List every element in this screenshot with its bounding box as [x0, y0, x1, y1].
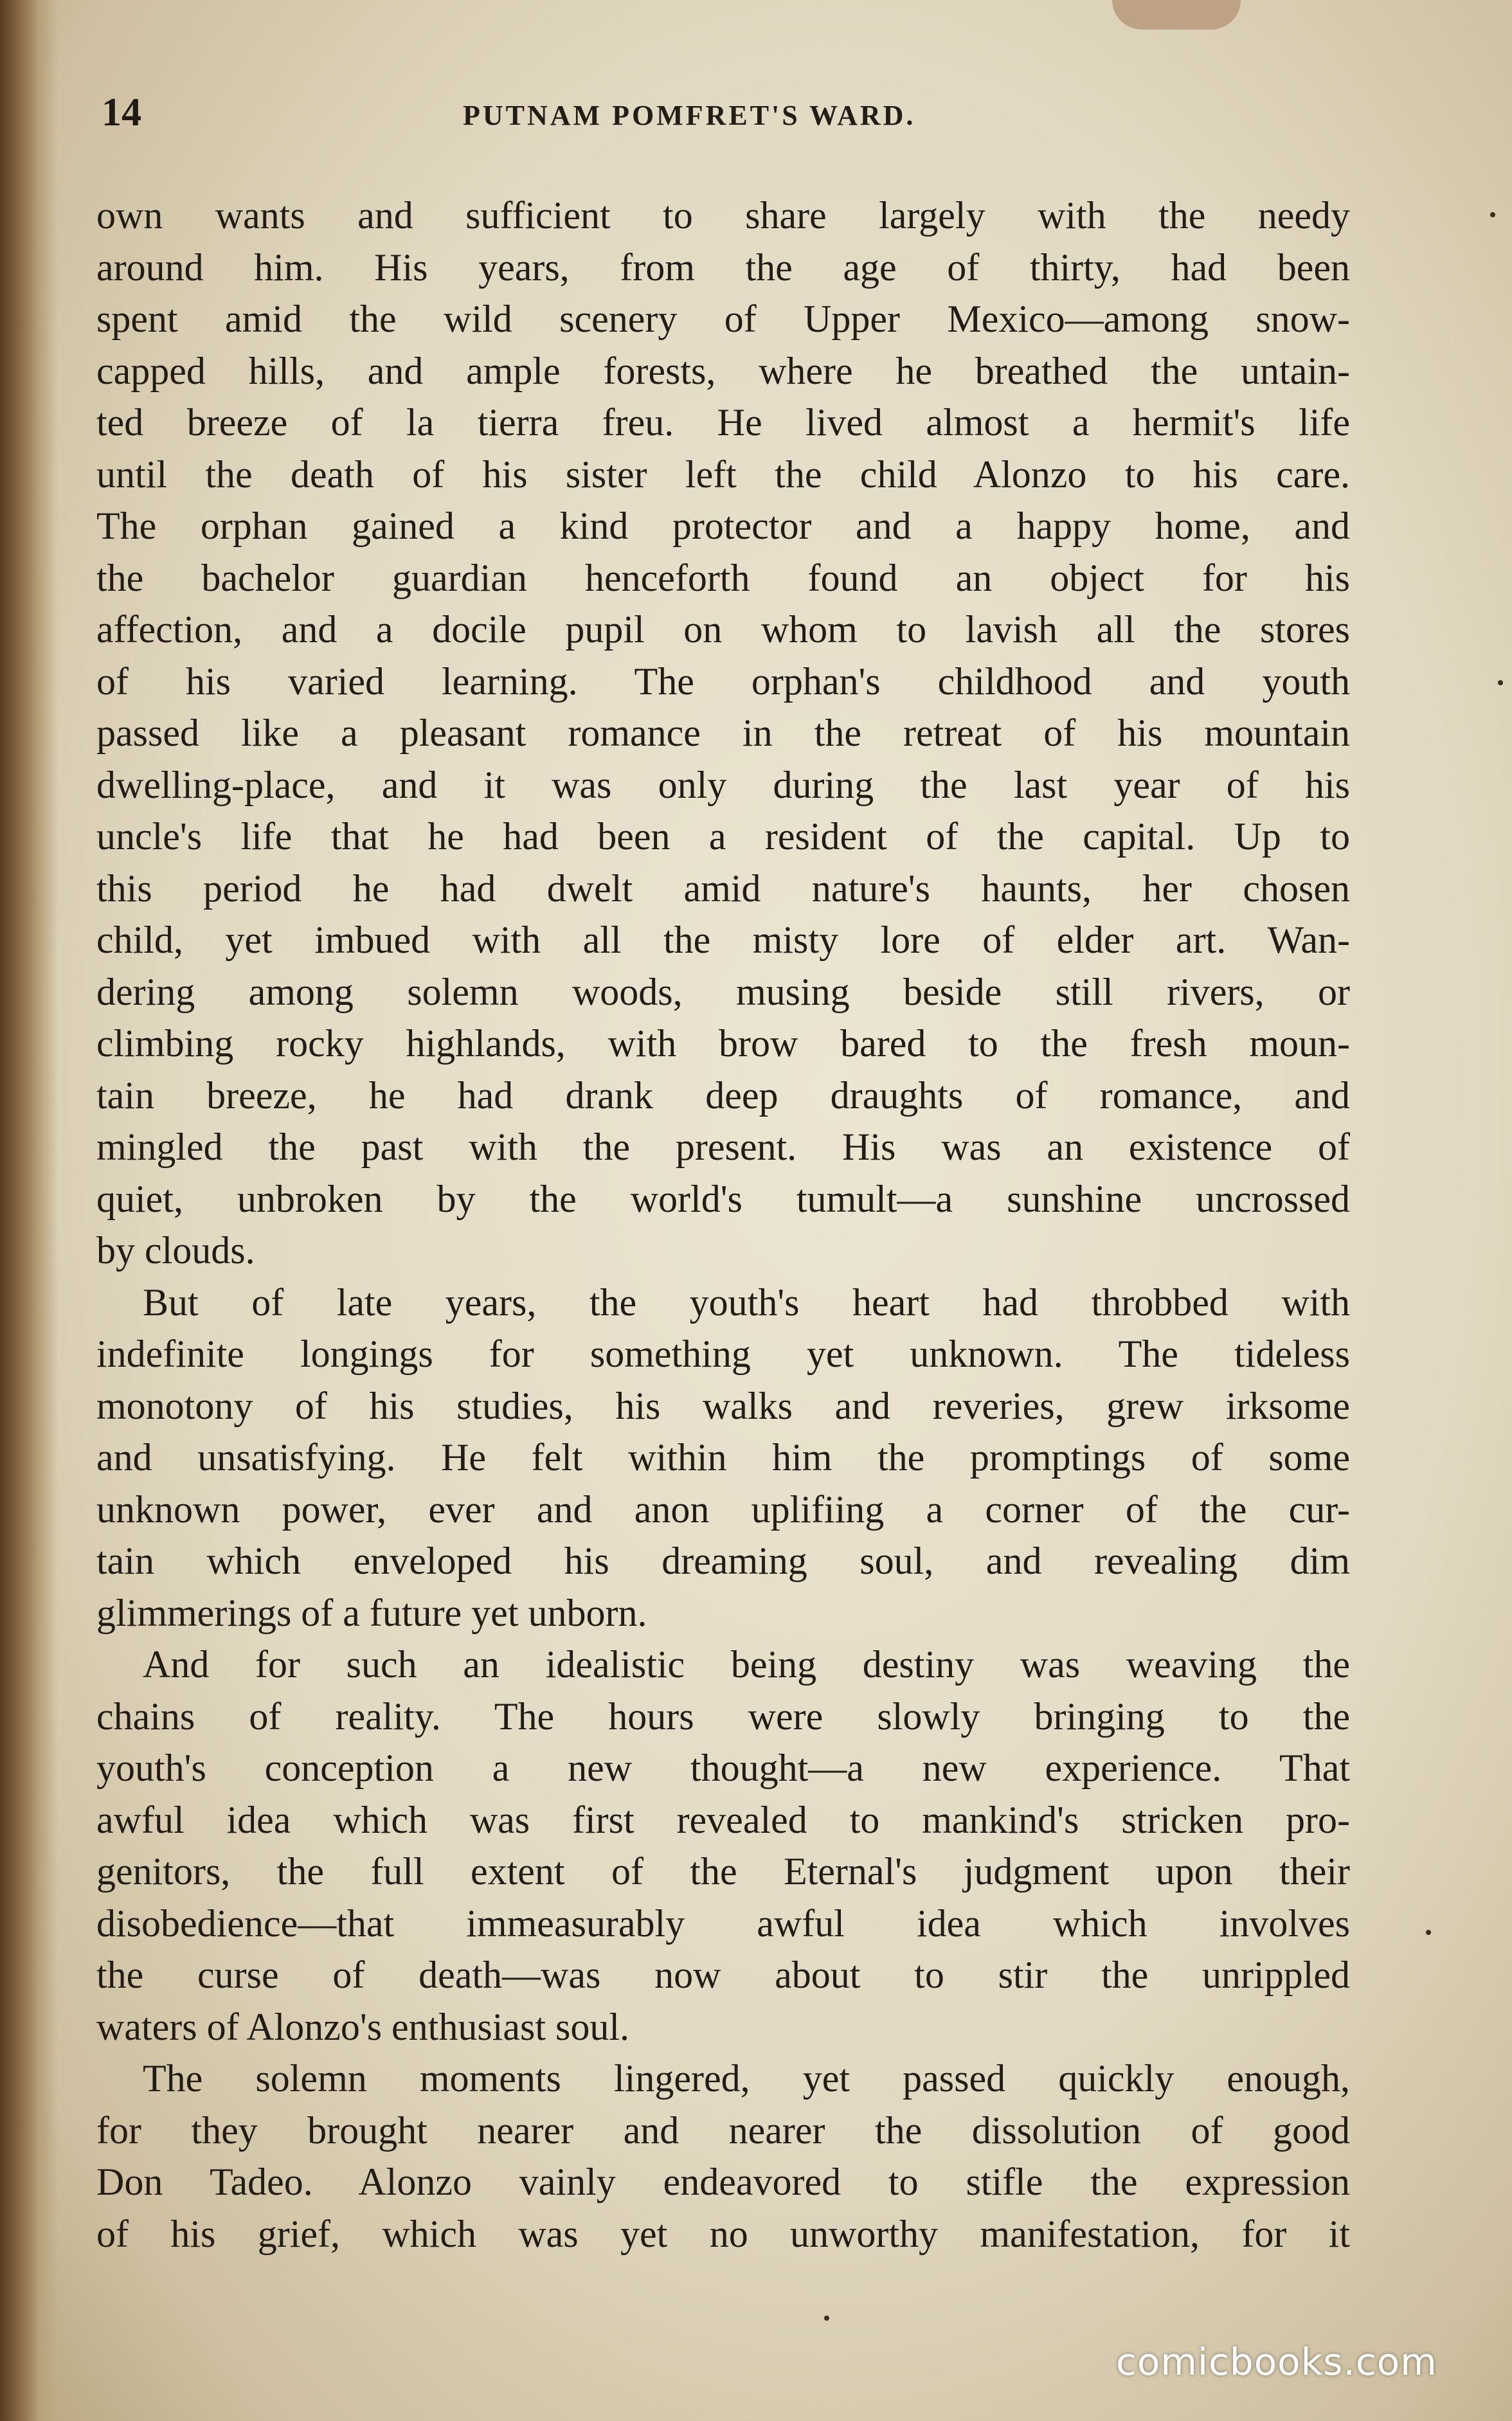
text-line: Don Tadeo. Alonzo vainly endeavored to stifle the expression	[96, 2161, 1350, 2203]
paper-speck	[824, 2316, 829, 2321]
text-line: of his grief, which was yet no unworthy manifestation, for it	[96, 2212, 1350, 2255]
page-spine-shadow	[0, 0, 58, 2421]
paper-speck	[1498, 680, 1503, 685]
paragraph-start-line: But of late years, the youth's heart had throbbed with	[143, 1281, 1350, 1324]
paragraph-start-line: And for such an idealistic being destiny was weaving the	[143, 1643, 1350, 1686]
text-line: quiet, unbroken by the world's tumult—a sunshine uncrossed	[96, 1177, 1350, 1220]
running-head	[96, 90, 1356, 148]
watermark: comicbooks.com	[1116, 2340, 1437, 2384]
text-line: mingled the past with the present. His was an existence of	[96, 1126, 1350, 1168]
paragraph-start-line: The solemn moments lingered, yet passed quickly enough,	[143, 2057, 1350, 2100]
text-line: youth's conception a new thought—a new experience. That	[96, 1747, 1350, 1789]
text-line: the curse of death—was now about to stir the unrippled	[96, 1954, 1350, 1996]
paper-speck	[1426, 1930, 1431, 1935]
text-line: ted breeze of la tierra freu. He lived almost a hermit's life	[96, 401, 1350, 444]
paragraph-end-line: waters of Alonzo's enthusiast soul.	[96, 2005, 630, 2048]
text-line: around him. His years, from the age of thirty, had been	[96, 246, 1350, 289]
text-line: of his varied learning. The orphan's childhood and youth	[96, 660, 1350, 703]
text-line: tain which enveloped his dreaming soul, and revealing dim	[96, 1540, 1350, 1582]
text-line: until the death of his sister left the child Alonzo to his care.	[96, 453, 1350, 496]
text-line: indefinite longings for something yet unknown. The tideless	[96, 1333, 1350, 1375]
paragraph-end-line: glimmerings of a future yet unborn.	[96, 1591, 647, 1634]
paper-speck	[1490, 212, 1495, 217]
text-line: and unsatisfying. He felt within him the promptings of some	[96, 1436, 1350, 1479]
text-line: chains of reality. The hours were slowly bringing to the	[96, 1695, 1350, 1738]
text-line: capped hills, and ample forests, where he breathed the untain-	[96, 349, 1350, 392]
page-number: 14	[102, 91, 141, 134]
text-line: monotony of his studies, his walks and reveries, grew irksome	[96, 1384, 1350, 1427]
text-line: awful idea which was first revealed to mankind's stricken pro-	[96, 1798, 1350, 1841]
running-title: PUTNAM POMFRET'S WARD.	[463, 100, 916, 131]
body-text	[96, 190, 1350, 2260]
paper-stain	[1112, 0, 1241, 30]
text-line: climbing rocky highlands, with brow bared to the fresh moun-	[96, 1022, 1350, 1065]
text-line: unknown power, ever and anon uplifiing a corner of the cur-	[96, 1488, 1350, 1531]
text-line: affection, and a docile pupil on whom to lavish all the stores	[96, 608, 1350, 651]
text-line: for they brought nearer and nearer the dissolution of good	[96, 2109, 1350, 2152]
text-line: disobedience—that immeasurably awful idea which involves	[96, 1902, 1350, 1945]
text-line: this period he had dwelt amid nature's haunts, her chosen	[96, 867, 1350, 910]
text-line: own wants and sufficient to share largely with the needy	[96, 194, 1350, 237]
text-line: dering among solemn woods, musing beside still rivers, or	[96, 970, 1350, 1013]
text-line: the bachelor guardian henceforth found an object for his	[96, 556, 1350, 599]
text-line: passed like a pleasant romance in the retreat of his mountain	[96, 712, 1350, 754]
text-line: genitors, the full extent of the Eternal's judgment upon their	[96, 1850, 1350, 1893]
text-line: uncle's life that he had been a resident of the capital. Up to	[96, 815, 1350, 858]
text-line: tain breeze, he had drank deep draughts of romance, and	[96, 1074, 1350, 1117]
paragraph-end-line: by clouds.	[96, 1229, 255, 1272]
text-line: spent amid the wild scenery of Upper Mexico—among snow-	[96, 298, 1350, 340]
text-line: child, yet imbued with all the misty lore of elder art. Wan-	[96, 919, 1350, 961]
text-line: dwelling-place, and it was only during the last year of his	[96, 763, 1350, 806]
text-line: The orphan gained a kind protector and a happy home, and	[96, 505, 1350, 547]
